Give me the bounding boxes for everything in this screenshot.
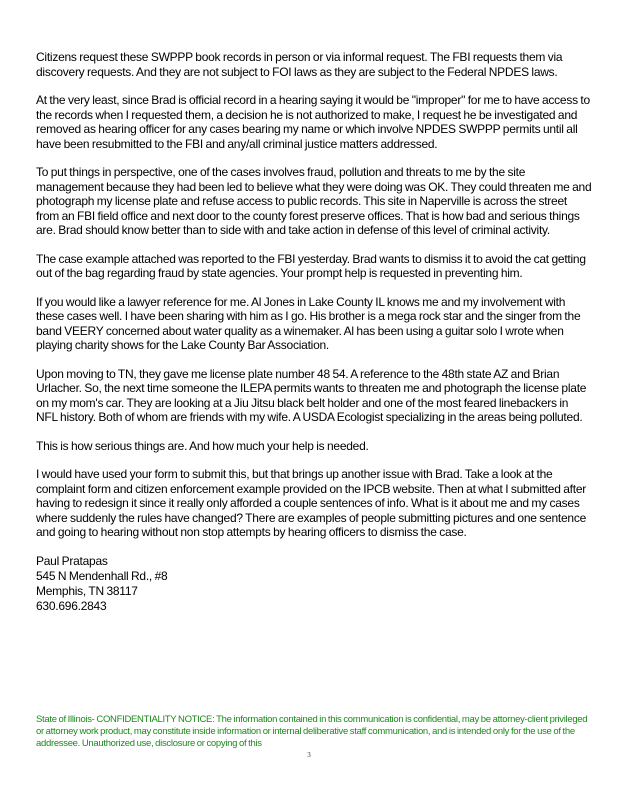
paragraph-license-plate: Upon moving to TN, they gave me license plate number 48 54. A reference to the 48th state AZ and Brian Urlacher. So, the next time someone the ILEPA permits wants to threaten me and photograph the license plate on my mom's car. They are looking at a Jiu Jitsu black belt holder and one of the most feared linebackers in NFL history. Both of whom are friends with my wife. A USDA Ecologist specializing in the areas being polluted. (36, 366, 587, 424)
signature-name: Paul Pratapas (36, 553, 108, 568)
letter-body (36, 50, 592, 614)
page-number: 3 (307, 751, 311, 759)
paragraph-records-request: Citizens request these SWPPP book records in person or via informal request. The FBI requests them via discovery requests. And they are not subject to FOI laws as they are subject to the Federal NPDES laws. (36, 50, 563, 79)
paragraph-investigation-request: At the very least, since Brad is official record in a hearing saying it would be "improper" for me to have access to the records when I requested them, a decision he is not authorized to make, I request he be investigated and removed as hearing officer for any cases bearing my name or which involve NPDES SWPPP permits until all have been resubmitted to the FBI and any/all criminal justice matters addressed. (36, 93, 590, 151)
paragraph-lawyer-reference: If you would like a lawyer reference for me. Al Jones in Lake County IL knows me and my involvement with these cases well. I have been sharing with him as I go. His brother is a mega rock star and the singer from the band VEERY concerned about water quality as a winemaker. Al has been using a guitar solo I wrote when playing charity shows for the Lake County Bar Association. (36, 294, 581, 352)
signature-block (36, 554, 592, 614)
paragraph-case-example: The case example attached was reported to the FBI yesterday. Brad wants to dismiss it to avoid the cat getting out of the bag regarding fraud by state agencies. Your prompt help is requested in preventing him. (36, 251, 586, 280)
paragraph-seriousness: This is how serious things are. And how much your help is needed. (36, 438, 369, 453)
paragraph-complaint-form: I would have used your form to submit this, but that brings up another issue with Brad. Take a look at the complaint form and citizen enforcement example provided on the IPCB website. Then at what I submitted after having to redesign it since it really only afforded a couple sentences of info. What is it about me and my cases where suddenly the rules have changed? There are examples of people submitting pictures and one sentence and going to hearing without non stop attempts by hearing officers to dismiss the case. (36, 467, 586, 539)
paragraph-perspective: To put things in perspective, one of the cases involves fraud, pollution and threats to me by the site management because they had been led to believe what they were doing was OK. They could threaten me and photograph my license plate and refuse access to public records. This site in Naperville is across the street from an FBI field office and next door to the county forest preserve offices. That is how bad and serious things are. Brad should know better than to side with and take action in defense of this level of criminal activity. (36, 165, 592, 237)
confidentiality-notice: State of Illinois- CONFIDENTIALITY NOTICE: The information contained in this communication is confidential, may be attorney-client privileged or attorney work product, may constitute inside information or internal deliberative staff communication, and is intended only for the use of the addressee. Unauthorized use, disclosure or copying of this (36, 714, 588, 749)
signature-city: Memphis, TN 38117 (36, 583, 138, 598)
signature-phone: 630.696.2843 (36, 598, 107, 613)
signature-street: 545 N Mendenhall Rd., #8 (36, 568, 168, 583)
